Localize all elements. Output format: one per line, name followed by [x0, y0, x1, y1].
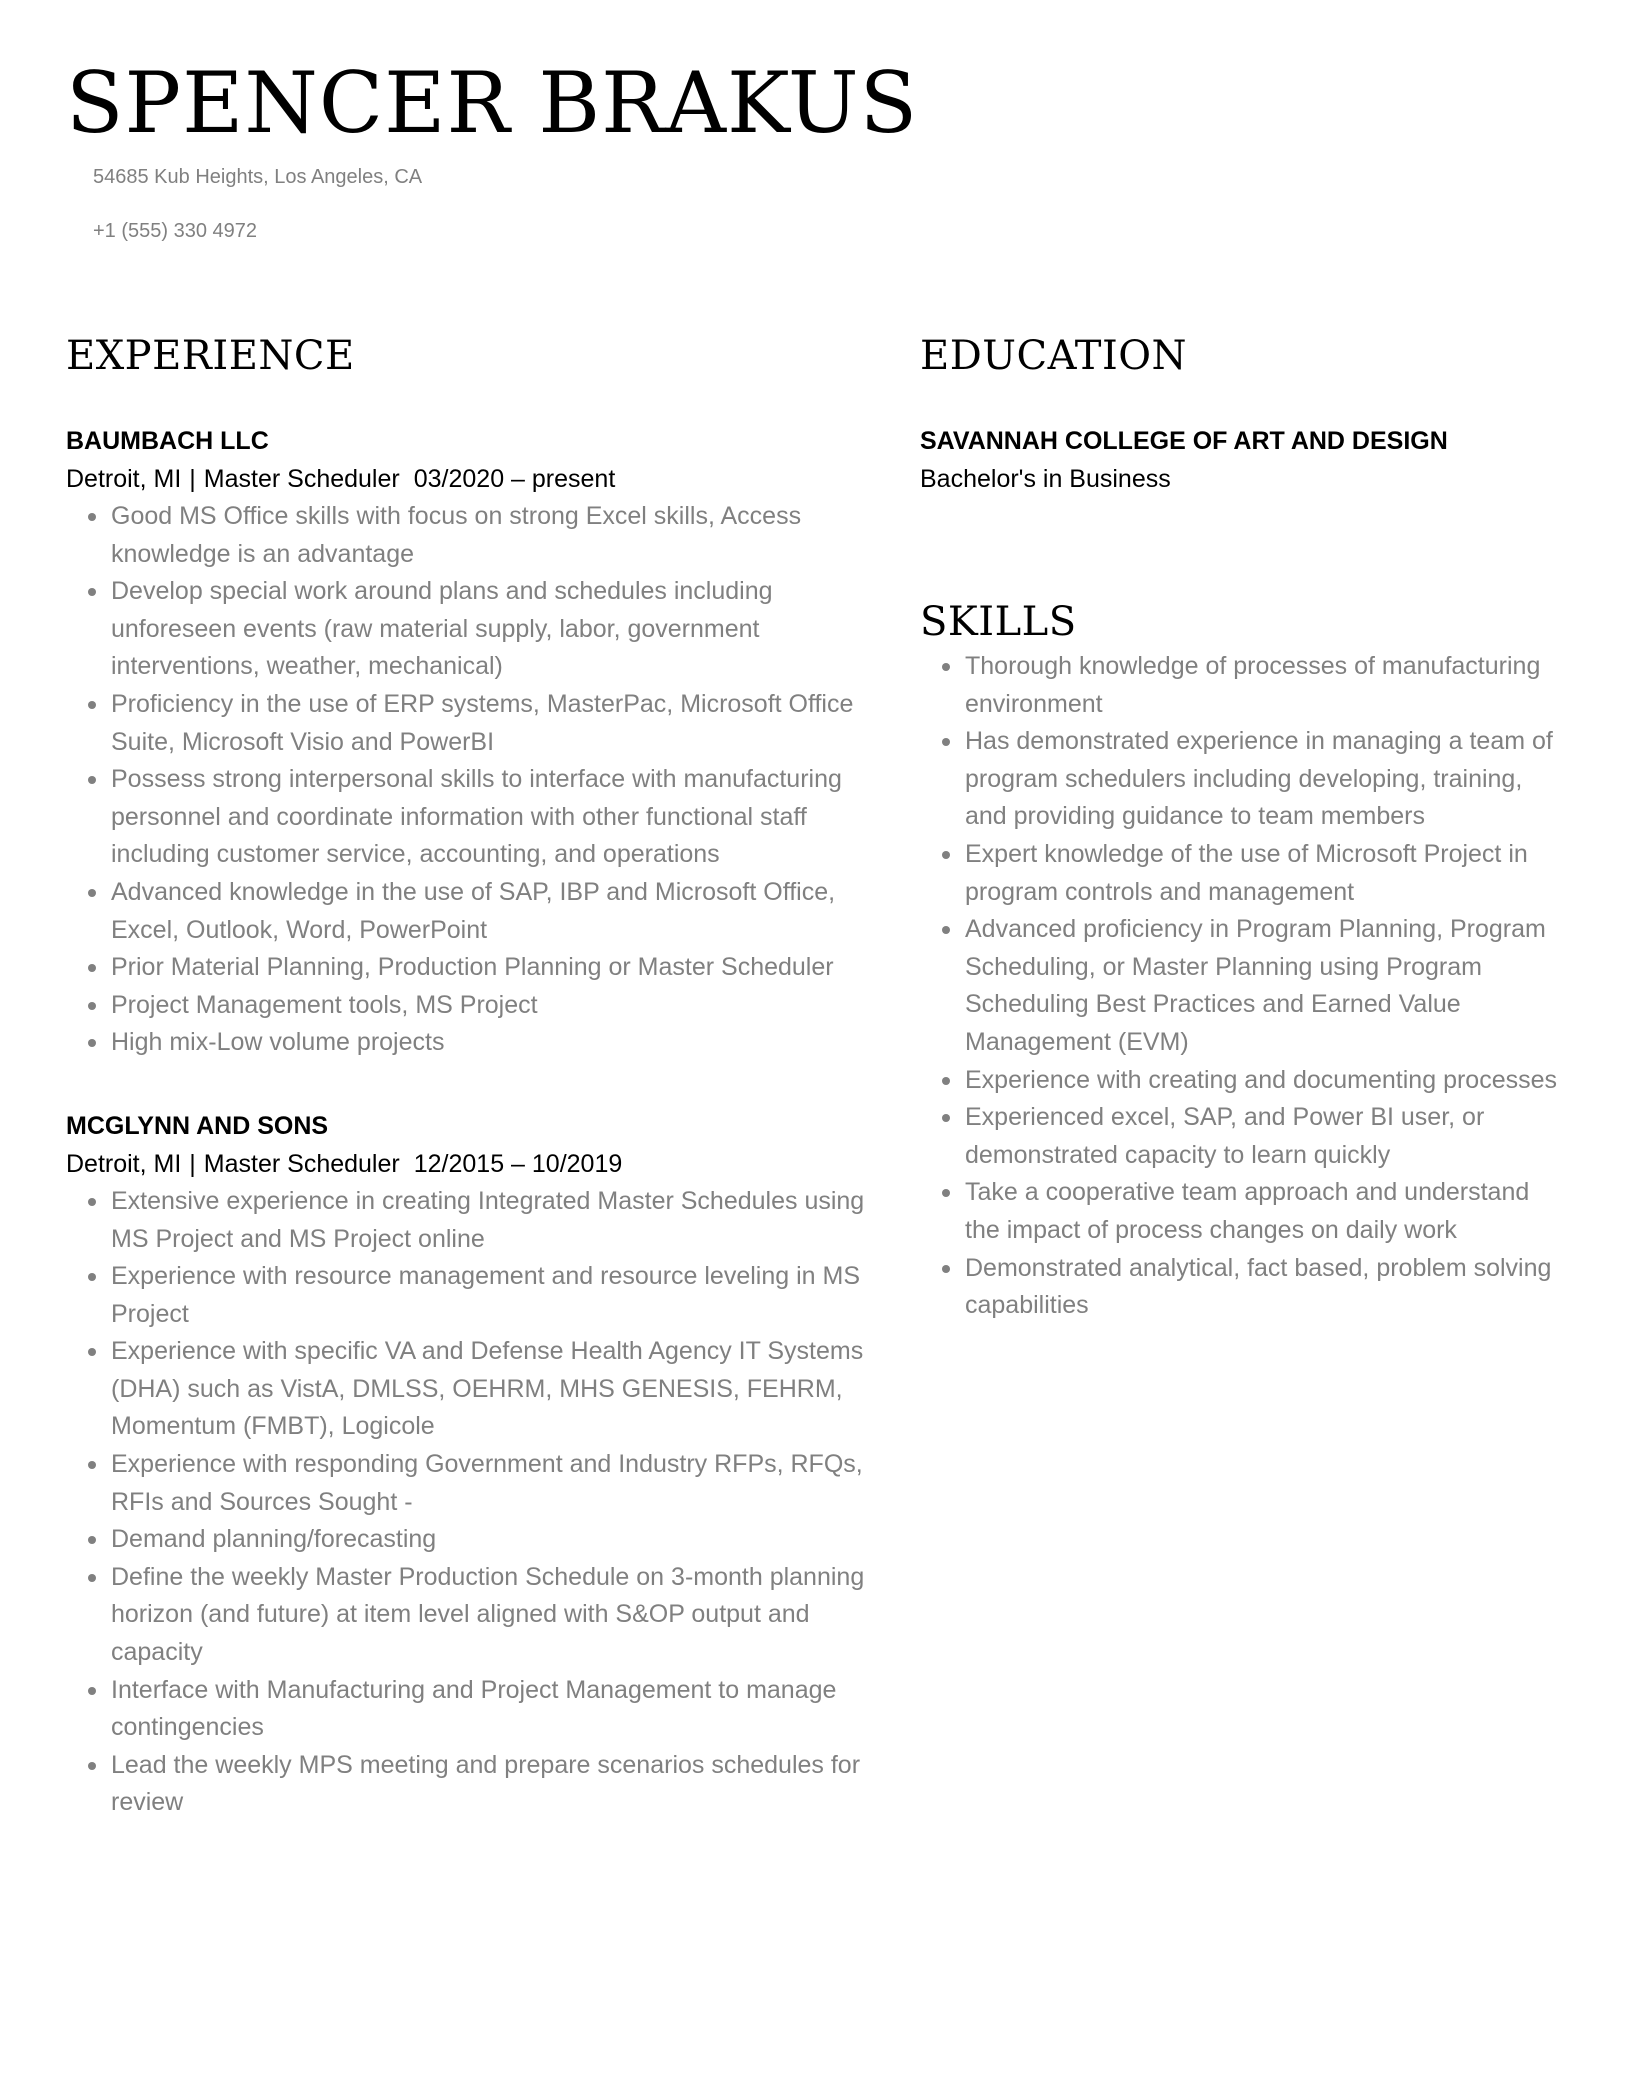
- job-meta: [66, 1145, 880, 1183]
- side-column: [920, 330, 1560, 1325]
- job-bullet: Advanced knowledge in the use of SAP, IBP and Microsoft Office, Excel, Outlook, Word, PowerPoint: [66, 874, 880, 949]
- job-bullet: High mix-Low volume projects: [66, 1024, 880, 1062]
- job-dates: 12/2015 – 10/2019: [413, 1149, 623, 1178]
- skill-item: Advanced proficiency in Program Planning, Program Scheduling, or Master Planning using Program Scheduling Best Practices and Earned Value Management (EVM): [920, 911, 1560, 1061]
- skill-item: Take a cooperative team approach and understand the impact of process changes on daily work: [920, 1174, 1560, 1249]
- job-bullet-list: [66, 498, 880, 1062]
- experience-column: [66, 330, 880, 1822]
- job-entry: [66, 422, 880, 1062]
- contact-address: 54685 Kub Heights, Los Angeles, CA: [93, 166, 423, 188]
- job-separator: |: [189, 465, 196, 493]
- education-heading: EDUCATION: [920, 333, 1188, 379]
- job-bullet: Experience with specific VA and Defense Health Agency IT Systems (DHA) such as VistA, DMLSS, OEHRM, MHS GENESIS, FEHRM, Momentum (FMBT), Logicole: [66, 1333, 880, 1446]
- skill-item: Thorough knowledge of processes of manufacturing environment: [920, 648, 1560, 723]
- job-role: Master Scheduler: [203, 465, 400, 493]
- skill-item: Demonstrated analytical, fact based, problem solving capabilities: [920, 1250, 1560, 1325]
- job-location: Detroit, MI: [66, 1149, 182, 1178]
- skill-item: Experience with creating and documenting processes: [920, 1062, 1560, 1100]
- job-bullet: Interface with Manufacturing and Project Management to manage contingencies: [66, 1672, 880, 1747]
- job-dates: 03/2020 – present: [413, 465, 616, 493]
- job-bullet: Define the weekly Master Production Schedule on 3-month planning horizon (and future) at item level aligned with S&OP output and capacity: [66, 1559, 880, 1672]
- job-entry: [66, 1107, 880, 1822]
- job-bullet: Develop special work around plans and schedules including unforeseen events (raw material supply, labor, government interventions, weather, mechanical): [66, 573, 880, 686]
- job-separator: |: [189, 1149, 196, 1178]
- job-bullet: Lead the weekly MPS meeting and prepare scenarios schedules for review: [66, 1747, 880, 1822]
- job-company: MCGLYNN AND SONS: [66, 1111, 329, 1140]
- job-bullet-list: [66, 1183, 880, 1822]
- job-role: Master Scheduler: [203, 1149, 400, 1178]
- job-bullet: Proficiency in the use of ERP systems, MasterPac, Microsoft Office Suite, Microsoft Visio and PowerBI: [66, 686, 880, 761]
- job-bullet: Project Management tools, MS Project: [66, 987, 880, 1025]
- job-bullet: Good MS Office skills with focus on strong Excel skills, Access knowledge is an advantage: [66, 498, 880, 573]
- job-bullet: Extensive experience in creating Integrated Master Schedules using MS Project and MS Project online: [66, 1183, 880, 1258]
- candidate-name: SPENCER BRAKUS: [66, 54, 919, 152]
- job-bullet: Experience with resource management and resource leveling in MS Project: [66, 1258, 880, 1333]
- job-bullet: Prior Material Planning, Production Planning or Master Scheduler: [66, 949, 880, 987]
- job-bullet: Possess strong interpersonal skills to interface with manufacturing personnel and coordinate information with other functional staff including customer service, accounting, and operations: [66, 761, 880, 874]
- education-school: SAVANNAH COLLEGE OF ART AND DESIGN: [920, 427, 1448, 455]
- education-entry: [920, 422, 1560, 498]
- skill-item: Experienced excel, SAP, and Power BI user, or demonstrated capacity to learn quickly: [920, 1099, 1560, 1174]
- skills-list: [920, 648, 1560, 1325]
- job-bullet: Experience with responding Government and Industry RFPs, RFQs, RFIs and Sources Sought -: [66, 1446, 880, 1521]
- skill-item: Expert knowledge of the use of Microsoft Project in program controls and management: [920, 836, 1560, 911]
- experience-heading: EXPERIENCE: [66, 333, 355, 379]
- job-meta: [66, 460, 880, 498]
- job-location: Detroit, MI: [66, 465, 182, 493]
- job-bullet: Demand planning/forecasting: [66, 1521, 880, 1559]
- education-degree: Bachelor's in Business: [920, 465, 1171, 493]
- job-company: BAUMBACH LLC: [66, 427, 269, 455]
- skill-item: Has demonstrated experience in managing a team of program schedulers including developing, training, and providing guidance to team members: [920, 723, 1560, 836]
- skills-heading: SKILLS: [920, 599, 1077, 645]
- contact-phone: +1 (555) 330 4972: [93, 220, 258, 242]
